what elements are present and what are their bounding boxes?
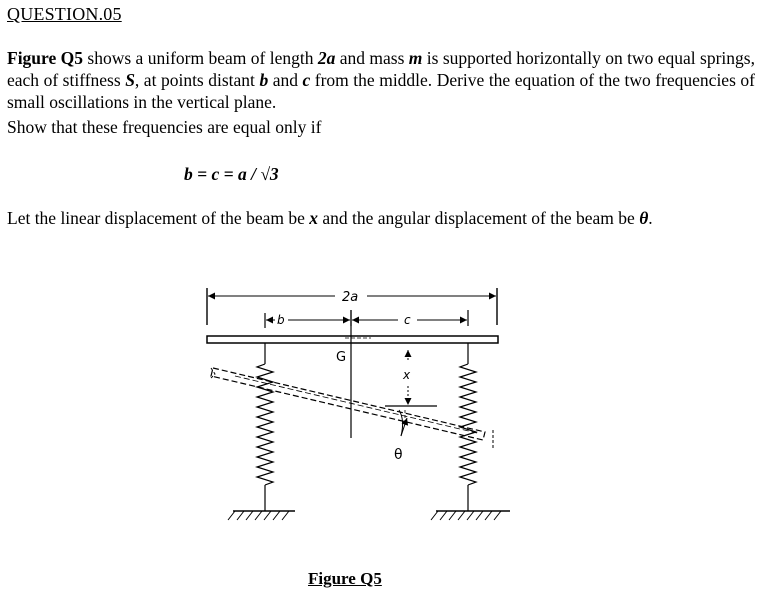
x-displacement [385, 350, 437, 425]
beam [207, 336, 498, 343]
distance-b-symbol: b [259, 70, 269, 90]
dimension-2a [207, 288, 497, 325]
displacement-definition [7, 208, 653, 229]
problem-statement [7, 47, 755, 113]
theta-symbol: θ [639, 208, 649, 228]
text-segment: and the angular displacement of the beam be [317, 208, 640, 228]
text-segment: from the middle. Derive the equation of the two frequencies of small oscillations in the vertical plane. [7, 70, 755, 112]
text-segment: and [268, 70, 303, 90]
text-segment: and mass [335, 48, 409, 68]
dimension-b-c [265, 310, 468, 328]
show-that-line: Show that these frequencies are equal only if [7, 117, 322, 137]
label-g: G [336, 350, 347, 365]
label-2a: 2a [342, 290, 359, 305]
beam-length-symbol: 2a [317, 48, 336, 68]
text-segment: . [648, 208, 653, 228]
label-x: x [403, 368, 411, 382]
label-theta: θ [394, 447, 403, 463]
left-spring [228, 343, 295, 520]
distance-c-symbol: c [302, 70, 311, 90]
mass-symbol: m [408, 48, 423, 68]
stiffness-symbol: S [125, 70, 135, 90]
beam-spring-diagram [195, 280, 525, 540]
figure-caption: Figure Q5 [308, 569, 382, 588]
label-c: c [404, 313, 411, 327]
text-segment: shows a uniform beam of length [83, 48, 318, 68]
x-symbol: x [309, 208, 318, 228]
text-segment: is supported horizontally on two equal springs, each of stiffness [7, 48, 755, 90]
condition-equation: b = c = a / √3 [184, 164, 279, 184]
label-b: b [277, 313, 285, 327]
question-heading: QUESTION.05 [7, 4, 122, 24]
displaced-beam [211, 368, 485, 440]
figure-reference: Figure Q5 [7, 48, 84, 68]
text-segment: Let the linear displacement of the beam be [7, 208, 310, 228]
right-spring [431, 343, 510, 520]
text-segment: , at points distant [134, 70, 260, 90]
